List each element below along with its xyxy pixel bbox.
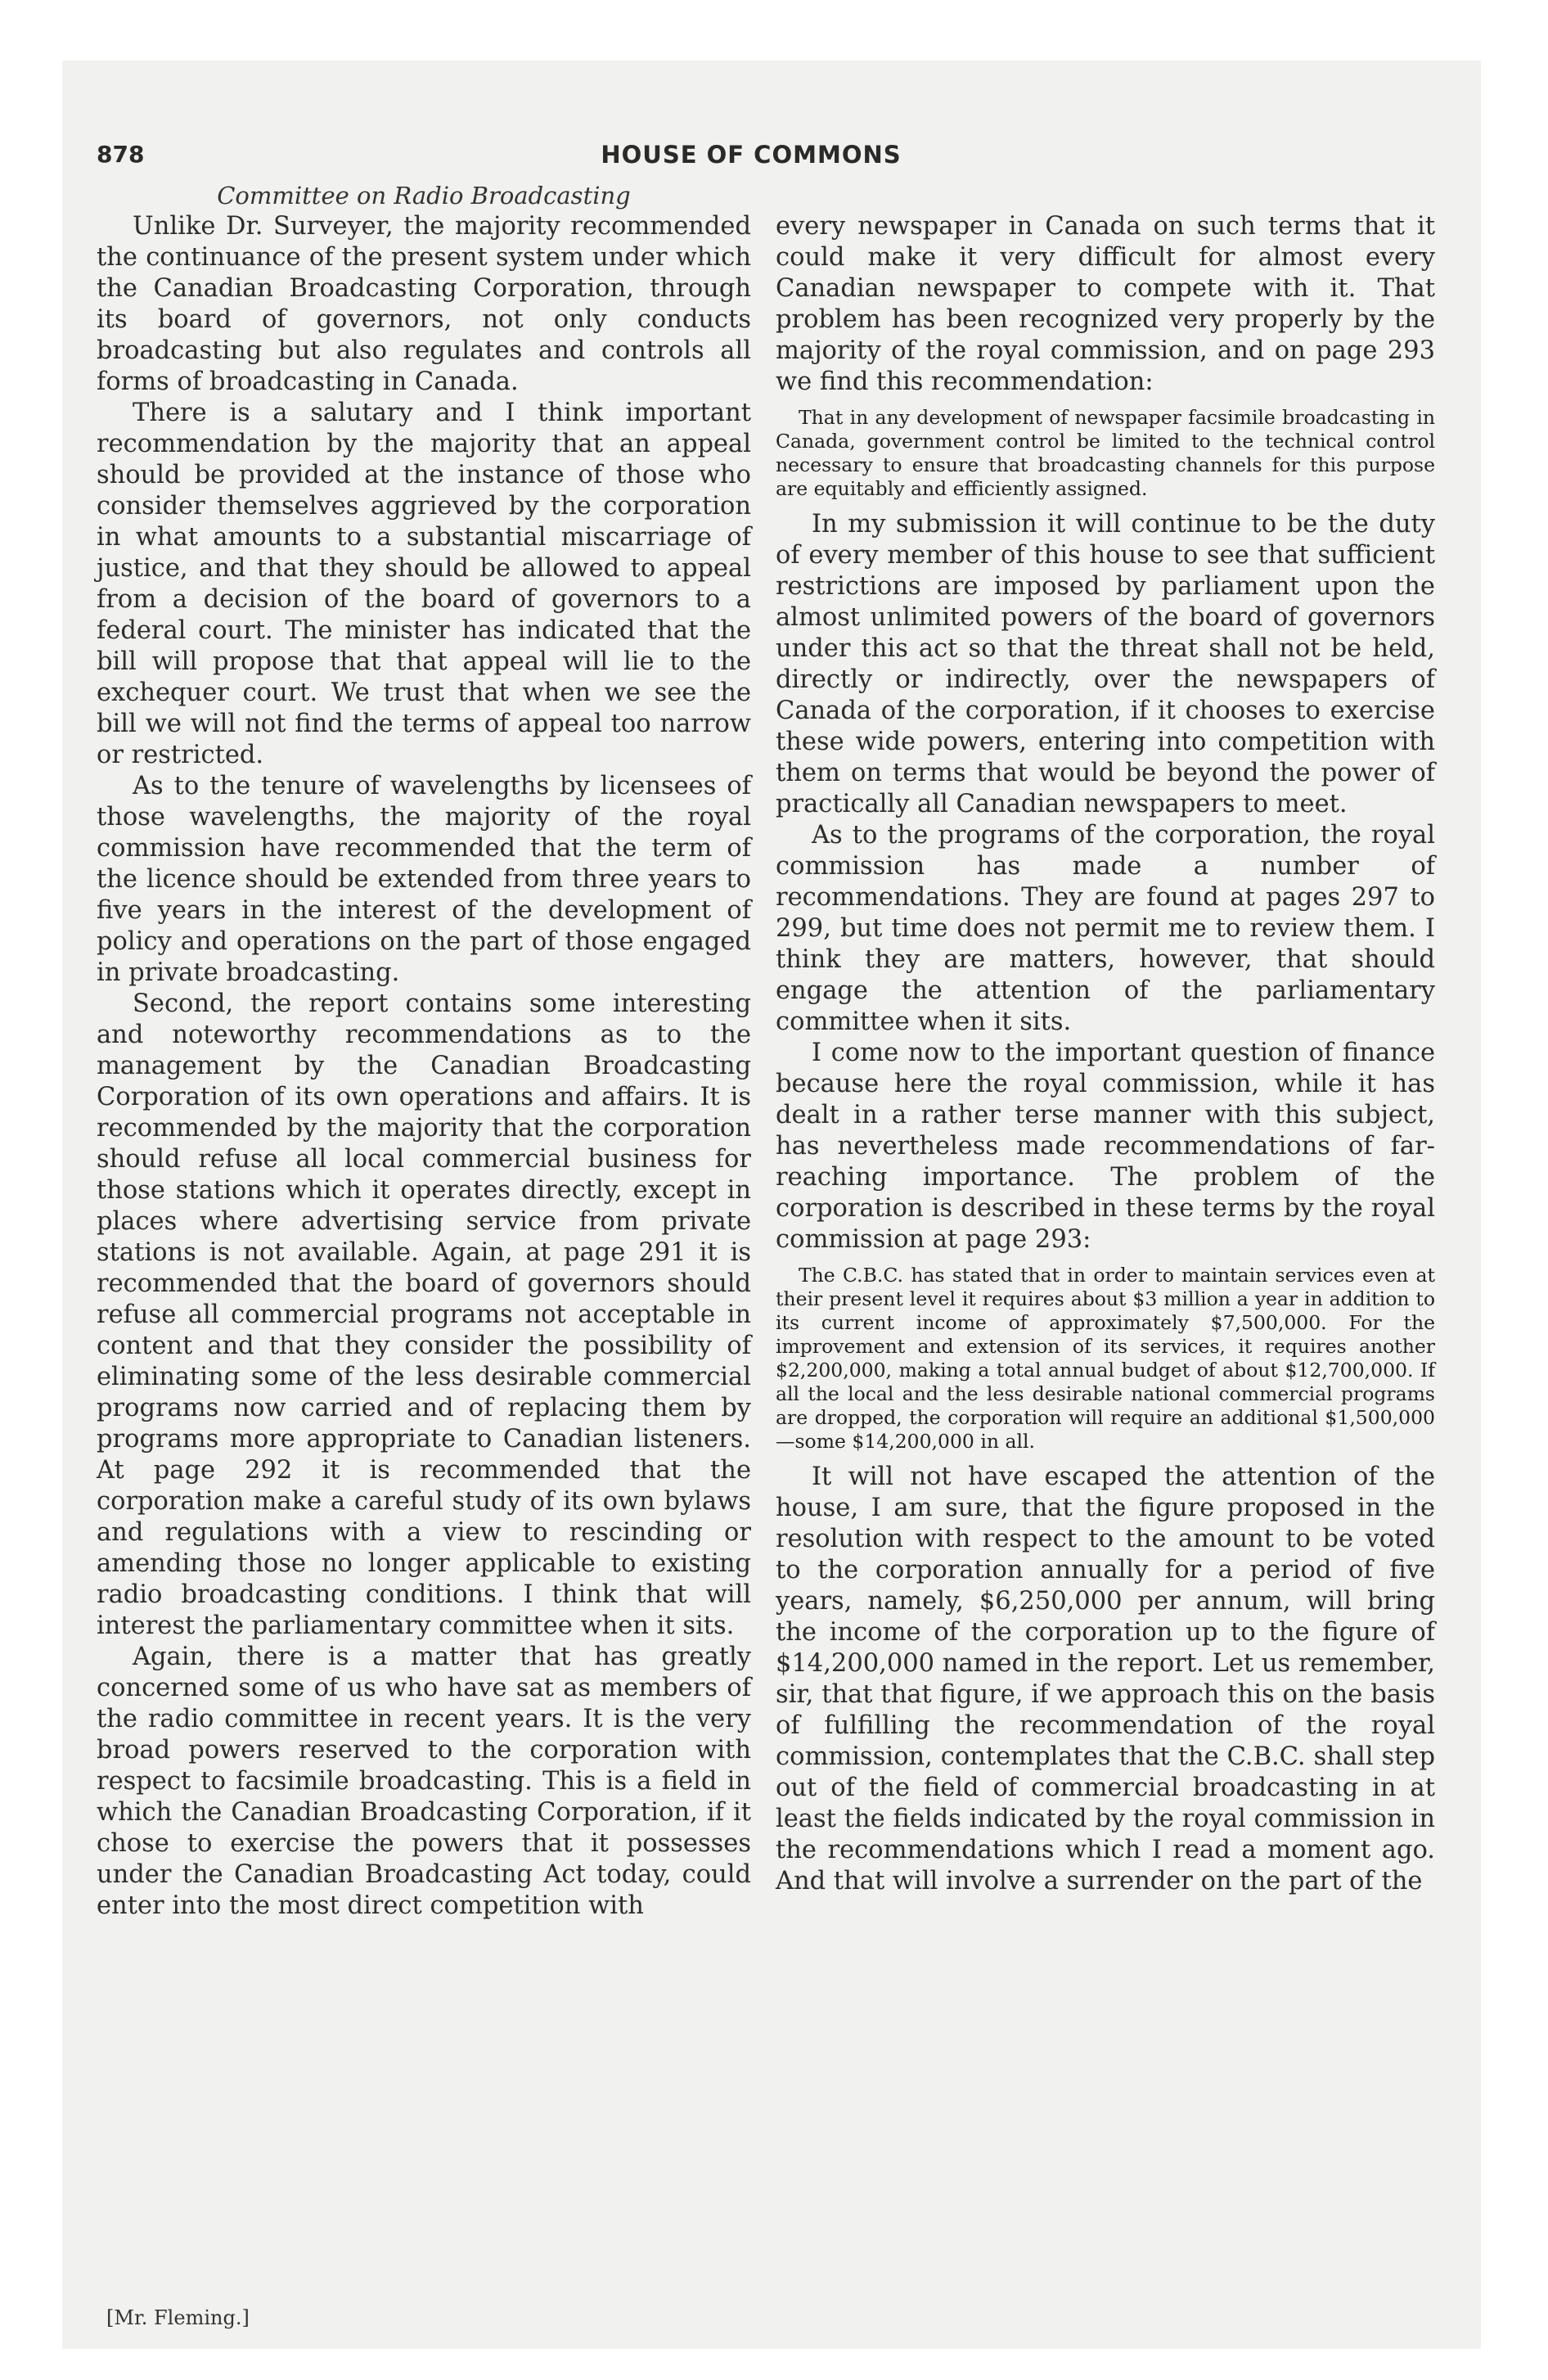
block-quote: The C.B.C. has stated that in order to maintain services even at their present level it requires about $3 million a year in addition to its current income of approximately $7,500,000. For the improvement and extension of its services, it requires another $2,200,000, making a total annual budget of about $12,700,000. If all the local and the less desirable national commercial programs are dropped, the corporation will require an additional $1,500,000—some $14,200,000 in all. <box>776 1264 1435 1453</box>
paragraph: There is a salutary and I think important recommendation by the majority that an appeal should be provided at the instance of those who consider themselves aggrieved by the corporation in what amounts to a substantial miscarriage of justice, and that they should be allowed to appeal from a decision of the board of governors to a federal court. The minister has indicated that the bill will propose that that appeal will lie to the exchequer court. We trust that when we see the bill we will not find the terms of appeal too narrow or restricted. <box>97 399 751 769</box>
paragraph: In my submission it will continue to be the duty of every member of this house to see that sufficient restrictions are imposed by parliament upon the almost unlimited powers of the board of governors under this act so that the threat shall not be held, directly or indirectly, over the newspapers of Canada of the corporation, if it chooses to exercise these wide powers, entering into competition with them on terms that would be beyond the power of practically all Canadian newspapers to meet. <box>776 510 1435 818</box>
paragraph: Second, the report contains some interesting and noteworthy recommendations as to the management by the Canadian Broadcasting Corporation of its own operations and affairs. It is recommended by the majority that the corporation should refuse all local commercial business for those stations which it operates directly, except in places where advertising service from private stations is not available. Again, at page 291 it is recommended that the board of governors should refuse all commercial programs not acceptable in content and that they consider the possibility of eliminating some of the less desirable commercial programs now carried and of replacing them by programs more appropriate to Canadian listeners. At page 292 it is recommended that the corporation make a careful study of its own bylaws and regulations with a view to rescinding or amending those no longer applicable to existing radio broadcasting conditions. I think that will interest the parliamentary committee when it sits. <box>97 989 751 1640</box>
speaker-footer: [Mr. Fleming.] <box>106 2306 250 2329</box>
right-column <box>776 211 1435 1897</box>
paragraph: As to the programs of the corporation, the royal commission has made a number of recommendations. They are found at pages 297 to 299, but time does not permit me to review them. I think they are matters, however, that should engage the attention of the parliamentary committee when it sits. <box>776 821 1435 1036</box>
page-title: HOUSE OF COMMONS <box>601 141 902 169</box>
section-subtitle: Committee on Radio Broadcasting <box>217 182 631 210</box>
paragraph: Again, there is a matter that has greatly concerned some of us who have sat as members of the radio committee in recent years. It is the very broad powers reserved to the corporation with respect to facsimile broadcasting. This is a field in which the Canadian Broadcasting Corporation, if it chose to exercise the powers that it possesses under the Canadian Broadcasting Act today, could enter into the most direct competition with <box>97 1643 751 1920</box>
paragraph: It will not have escaped the attention of the house, I am sure, that the figure proposed in the resolution with respect to the amount to be voted to the corporation annually for a period of five years, namely, $6,250,000 per annum, will bring the income of the corporation up to the figure of $14,200,000 named in the report. Let us remember, sir, that that figure, if we approach this on the basis of fulfilling the recommendation of the royal commission, contemplates that the C.B.C. shall step out of the field of commercial broadcasting in at least the fields indicated by the royal commission in the recommendations which I read a moment ago. And that will involve a surrender on the part of the <box>776 1463 1435 1895</box>
page-header <box>97 141 1406 182</box>
paragraph: Unlike Dr. Surveyer, the majority recommended the continuance of the present system under which the Canadian Broadcasting Corporation, through its board of governors, not only conducts broadcasting but also regulates and controls all forms of broadcasting in Canada. <box>97 212 751 396</box>
left-column <box>97 211 751 1922</box>
block-quote: That in any development of newspaper facsimile broadcasting in Canada, government control be limited to the technical control necessary to ensure that broadcasting channels for this purpose are equitably and efficiently assigned. <box>776 406 1435 500</box>
paragraph: As to the tenure of wavelengths by licensees of those wavelengths, the majority of the royal commission have recommended that the term of the licence should be extended from three years to five years in the interest of the development of policy and operations on the part of those engaged in private broadcasting. <box>97 772 751 987</box>
paragraph: every newspaper in Canada on such terms that it could make it very difficult for almost every Canadian newspaper to compete with it. That problem has been recognized very properly by the majority of the royal commission, and on page 293 we find this recommendation: <box>776 212 1435 396</box>
paragraph: I come now to the important question of finance because here the royal commission, while it has dealt in a rather terse manner with this subject, has nevertheless made recommendations of far-reaching importance. The problem of the corporation is described in these terms by the royal commission at page 293: <box>776 1039 1435 1254</box>
page-number: 878 <box>97 141 145 168</box>
